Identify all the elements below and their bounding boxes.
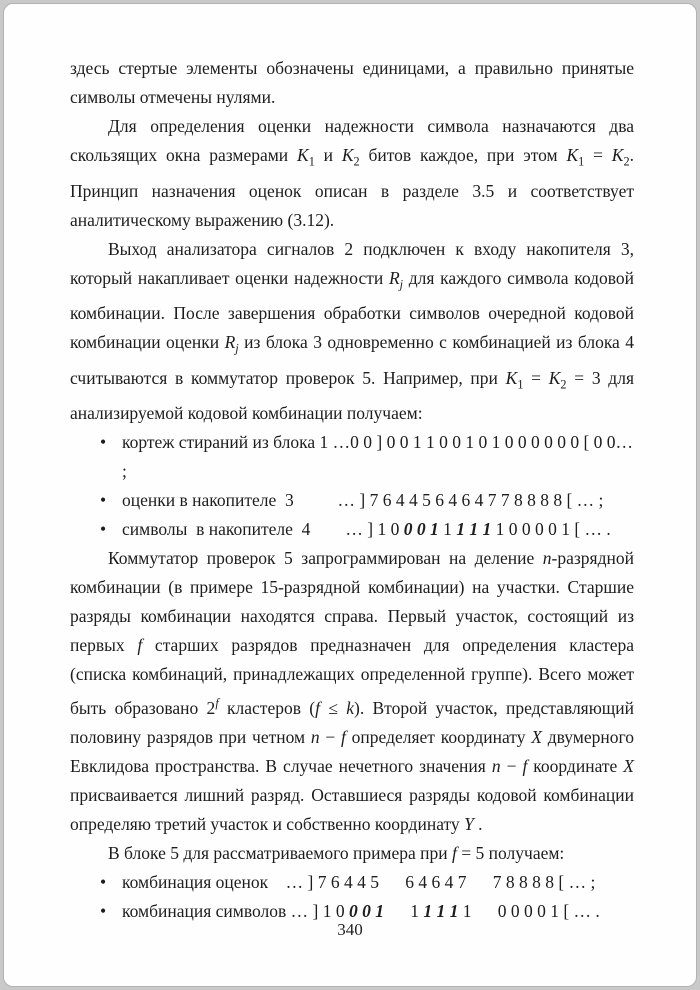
text-segment: -разрядной комбинации (в примере 15-разрядной комбинации) на участки. Старшие разряды комбинации находятся справа. Первый участок, состоящий из первых <box>70 548 634 655</box>
text-segment: f <box>315 697 320 718</box>
example-list-1 <box>70 428 638 544</box>
text-segment: k <box>346 697 354 718</box>
text-segment: 1 <box>308 154 315 169</box>
text-segment: 1 0 0 0 0 1 [ … . <box>458 900 600 921</box>
text-segment: K <box>611 145 624 165</box>
text-segment: K <box>505 367 518 388</box>
list-item-text <box>122 428 638 486</box>
text-segment: R <box>388 267 400 288</box>
text-segment: n <box>491 755 501 776</box>
text-segment: Коммутатор проверок 5 запрограммирован на деление <box>108 548 543 568</box>
example-list-2 <box>70 868 634 926</box>
text-segment: символы в накопителе 4 … ] 1 0 <box>122 519 404 539</box>
text-segment: f <box>215 696 219 710</box>
paragraph-erasures-intro <box>70 54 634 112</box>
text-segment: K <box>341 145 354 165</box>
text-segment: = <box>584 145 612 165</box>
text-segment: и <box>314 145 342 165</box>
text-segment: 1 <box>578 154 585 169</box>
text-segment: j <box>399 277 404 291</box>
text-segment: − <box>319 726 342 747</box>
text-segment: ). Второй участок, представляющий половину разрядов при четном <box>70 697 635 747</box>
page-content <box>70 54 638 926</box>
text-segment: Выход анализатора сигналов 2 подключен к входу накопителя 3, который накапливает оценки надежности <box>70 238 634 288</box>
text-segment: f <box>137 635 143 655</box>
text-segment: K <box>566 145 579 165</box>
text-segment: кластеров ( <box>218 697 316 718</box>
text-segment: комбинация символов … ] 1 0 <box>122 900 349 921</box>
text-segment: − <box>500 755 523 776</box>
text-segment: 1 1 1 <box>423 900 459 921</box>
list-item-text <box>122 486 634 515</box>
text-segment: для каждого символа кодовой комбинации. После завершения обработки символов очередной кодовой комбинации оценки <box>70 267 634 352</box>
text-segment: n <box>542 548 552 568</box>
text-segment: f <box>341 726 346 747</box>
document-page <box>3 3 697 987</box>
text-segment: 1 <box>517 377 524 391</box>
text-segment: старших разрядов предназначен для определения кластера (списка комбинаций, принадлежащих определенной группе). Всего может быть образовано 2 <box>70 635 635 718</box>
text-segment: K <box>548 367 561 388</box>
list-item-estimates <box>100 486 634 515</box>
text-segment: двумерного Евклидова пространства. В случае нечетного значения <box>70 726 634 776</box>
text-segment: присваивается лишний разряд. Оставшиеся разряды кодовой комбинации определяю третий участок и собственно координату <box>70 784 634 834</box>
text-segment: комбинация оценок … ] 7 6 4 4 5 6 4 6 4 7 7 8 8 8 8 [ … ; <box>122 871 596 892</box>
list-item-erasure-tuple <box>100 428 638 486</box>
text-segment: из блока 3 одновременно с комбинацией из блока 4 считываются в коммутатор проверок 5. Например, при <box>70 332 634 388</box>
text-segment: . <box>473 813 483 834</box>
bullet-icon: • <box>100 490 107 510</box>
text-segment: Для определения оценки надежности символа назначаются два скользящих окна размерами <box>70 116 634 165</box>
text-segment: битов каждое, при этом <box>359 145 567 165</box>
list-item-symbols <box>100 515 634 544</box>
text-segment: ≤ <box>319 697 347 718</box>
text-segment: = 5 получаем: <box>456 842 565 863</box>
text-segment: K <box>297 145 309 165</box>
text-segment: = 3 для анализируемой кодовой комбинации получаем: <box>70 367 634 423</box>
text-segment: R <box>224 332 236 352</box>
text-segment: 2 <box>560 377 567 391</box>
text-segment: здесь стертые элементы обозначены единицами, а правильно принятые символы отмечены нулями. <box>70 58 634 107</box>
text-segment: 1 1 1 <box>456 519 492 539</box>
text-segment: X <box>531 726 542 747</box>
text-segment: 2 <box>623 154 630 169</box>
text-segment: f <box>452 842 457 863</box>
text-segment: 1 0 0 0 0 1 [ … . <box>491 519 611 539</box>
text-segment: n <box>310 726 320 747</box>
paragraph-commutator <box>70 544 634 839</box>
text-segment: X <box>623 755 634 776</box>
list-item-text <box>122 515 634 544</box>
text-segment: кортеж стираний из блока 1 …0 0 ] 0 0 1 1 0 0 1 0 1 0 0 0 0 0 0 [ 0 0… ; <box>122 432 638 481</box>
text-segment: 0 0 1 <box>348 900 384 921</box>
list-item-text <box>122 868 634 897</box>
text-segment: Y <box>464 813 474 834</box>
text-segment: 2 <box>353 154 360 169</box>
text-segment: = <box>523 367 549 388</box>
text-segment: 0 0 1 <box>403 519 439 539</box>
bullet-icon: • <box>100 519 107 539</box>
text-segment: f <box>522 755 528 776</box>
text-segment: координате <box>527 755 624 776</box>
text-segment: определяет координату <box>345 726 532 747</box>
list-item-estimate-combination <box>100 868 634 897</box>
paragraph-block5-example <box>70 839 634 868</box>
text-segment: 1 <box>383 900 424 921</box>
page-number: 340 <box>337 920 363 939</box>
bullet-icon: • <box>100 900 107 921</box>
text-segment: В блоке 5 для рассматриваемого примера при <box>108 842 453 863</box>
paragraph-analyzer-output <box>70 235 634 429</box>
text-segment: оценки в накопителе 3 … ] 7 6 4 4 5 6 4 6 4 7 7 8 8 8 8 [ … ; <box>122 490 604 510</box>
paragraph-sliding-windows <box>70 112 634 235</box>
bullet-icon: • <box>100 871 107 892</box>
text-segment: 1 <box>438 519 457 539</box>
bullet-icon: • <box>100 432 107 452</box>
text-segment: j <box>235 341 239 356</box>
text-segment: . Принцип назначения оценок описан в разделе 3.5 и соответствует аналитическому выражению (3.12). <box>70 145 634 230</box>
